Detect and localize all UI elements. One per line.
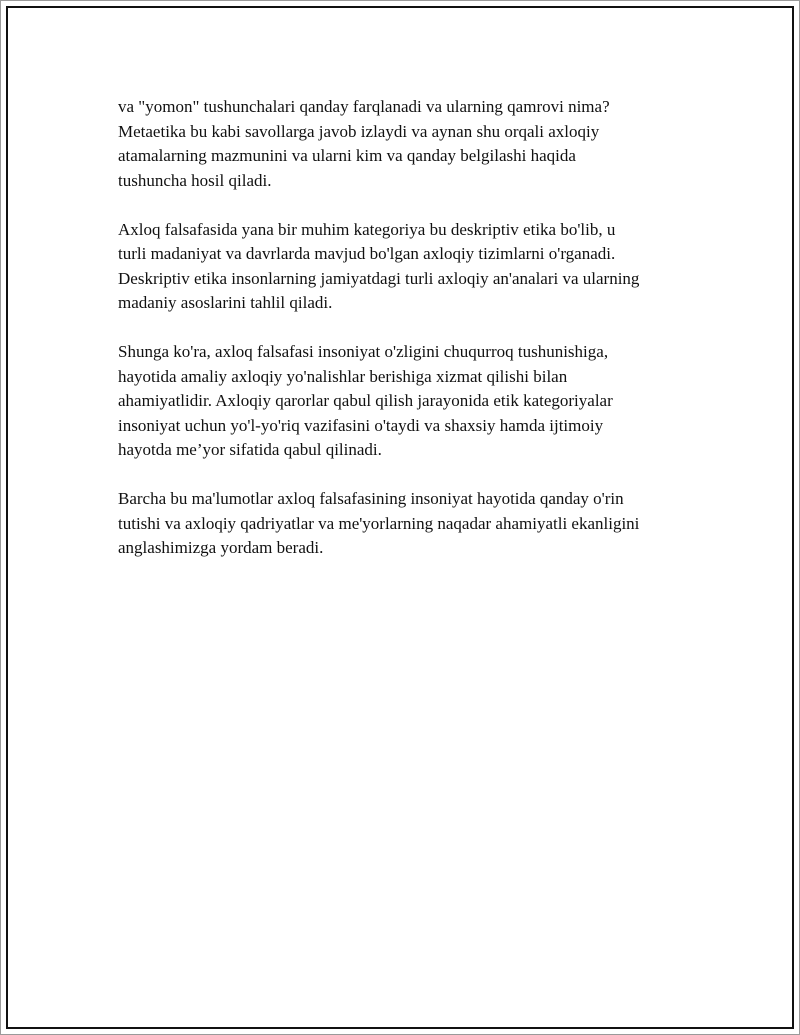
text-line: atamalarning mazmunini va ularni kim va qanday belgilashi haqida: [118, 146, 576, 165]
text-line: tushuncha hosil qiladi.: [118, 170, 272, 190]
paragraph-significance: [118, 340, 698, 463]
text-line: Deskriptiv etika insonlarning jamiyatdagi turli axloqiy an'analari va ularning: [118, 268, 640, 288]
text-line: Barcha bu ma'lumotlar axloq falsafasining insoniyat hayotida qanday o'rin: [118, 489, 624, 508]
document-body: [118, 95, 698, 585]
text-line: Axloq falsafasida yana bir muhim kategoriya bu deskriptiv etika bo'lib, u: [118, 219, 616, 239]
paragraph-metaethics: [118, 95, 698, 193]
text-line: hayotda me’yor sifatida qabul qilinadi.: [118, 440, 382, 459]
text-line: Metaetika bu kabi savollarga javob izlaydi va aynan shu orqali axloqiy: [118, 121, 600, 141]
text-line: ahamiyatlidir. Axloqiy qarorlar qabul qilish jarayonida etik kategoriyalar: [118, 391, 613, 410]
text-line: va "yomon" tushunchalari qanday farqlanadi va ularning qamrovi nima?: [118, 97, 610, 116]
text-line: tutishi va axloqiy qadriyatlar va me'yorlarning naqadar ahamiyatli ekanligini: [118, 513, 640, 533]
paragraph-conclusion: [118, 487, 698, 561]
text-line: turli madaniyat va davrlarda mavjud bo'lgan axloqiy tizimlarni o'rganadi.: [118, 244, 616, 263]
text-line: madaniy asoslarini tahlil qiladi.: [118, 293, 333, 312]
text-line: Shunga ko'ra, axloq falsafasi insoniyat o'zligini chuqurroq tushunishiga,: [118, 342, 609, 361]
text-line: hayotida amaliy axloqiy yo'nalishlar berishiga xizmat qilishi bilan: [118, 366, 568, 386]
paragraph-descriptive-ethics: [118, 218, 698, 316]
text-line: anglashimizga yordam beradi.: [118, 538, 324, 557]
text-line: insoniyat uchun yo'l-yo'riq vazifasini o'taydi va shaxsiy hamda ijtimoiy: [118, 415, 604, 435]
